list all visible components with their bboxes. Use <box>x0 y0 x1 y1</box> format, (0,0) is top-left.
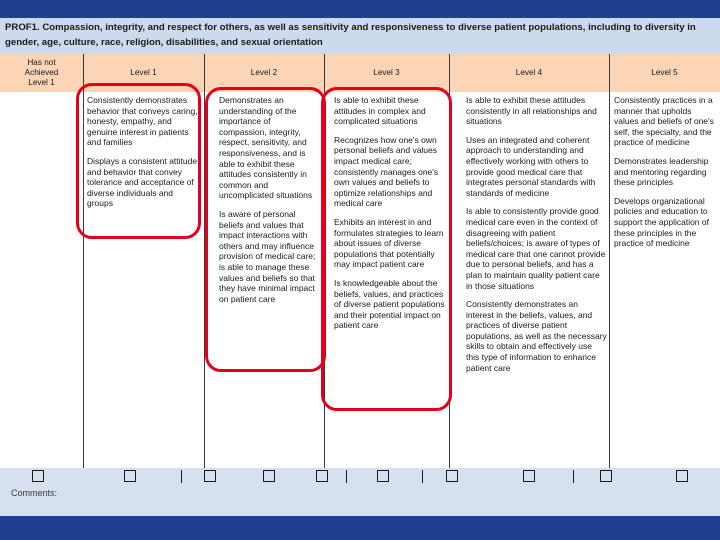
milestone-item: Is aware of personal beliefs and values that impact interactions with others and may influence provision of medical care; is able to manage these values and beliefs so that they have minimal impact on patient care <box>219 208 316 304</box>
milestone-item: Consistently demonstrates behavior that conveys caring, honesty, empathy, and genuine interest in patients and families <box>87 95 198 148</box>
rating-checkbox[interactable] <box>316 470 328 482</box>
milestone-item: Is knowledgeable about the beliefs, values, and practices of diverse patient populations and their potential impact on patient care <box>334 277 445 331</box>
header-not-achieved: Has not Achieved Level 1 <box>24 58 59 87</box>
competency-title: PROF1. Compassion, integrity, and respect for others, as well as sensitivity and responsiveness to diverse patient populations, including to diversity in gender, age, culture, race, religion, disabilities, and sexual orientation <box>5 22 696 48</box>
header-level-3: Level 3 <box>373 68 400 77</box>
rating-checkbox[interactable] <box>377 470 389 482</box>
bottom-brand-bar <box>0 516 720 540</box>
milestone-item: Displays a consistent attitude and behavior that convey tolerance and acceptance of diverse individuals and groups <box>87 155 198 209</box>
milestone-item: Consistently practices in a manner that upholds values and beliefs of one's self, the specialty, and the practice of medicine <box>614 95 714 148</box>
rating-band <box>0 468 720 516</box>
rating-checkbox[interactable] <box>124 470 136 482</box>
milestone-item: Uses an integrated and coherent approach to understanding and effectively working with others to provide good medical care that integrates personal standards with standards of medicine <box>466 134 596 198</box>
rating-checkbox[interactable] <box>263 470 275 482</box>
milestone-item: Exhibits an interest in and formulates strategies to learn about issues of diverse populations that potentially may impact patient care <box>334 216 444 270</box>
comments-label: Comments: <box>11 488 58 498</box>
milestone-item: Demonstrates an understanding of the importance of compassion, integrity, respect, sensitivity, and responsiveness, and is able to exhibit these attitudes consistently in common and uncomplicated situations <box>219 95 313 201</box>
header-level-1: Level 1 <box>130 68 157 77</box>
milestone-item: Is able to consistently provide good medical care even in the context of disagreeing with patient beliefs/choices; is aware of types of medical care that one cannot provide due to personal beliefs, and has a plan to maintain quality patient care in those situations <box>466 206 606 291</box>
level-5-milestones <box>614 95 717 257</box>
header-level-2: Level 2 <box>250 68 278 77</box>
rating-checkbox[interactable] <box>32 470 44 482</box>
highlight-oval-level-1 <box>76 83 201 239</box>
rating-checkbox[interactable] <box>676 470 688 482</box>
rating-checkbox[interactable] <box>600 470 612 482</box>
highlight-oval-level-3 <box>321 87 452 411</box>
milestone-item: Recognizes how one's own personal beliefs and values impact medical care; consistently manages one's own values and beliefs to optimize relationships and medical care <box>334 134 439 209</box>
header-level-4: Level 4 <box>515 68 543 77</box>
rating-tick <box>181 470 182 483</box>
rating-tick <box>573 470 574 483</box>
header-level-5: Level 5 <box>651 68 678 77</box>
top-brand-bar <box>0 0 720 18</box>
milestone-item: Is able to exhibit these attitudes consistently in all relationships and situations <box>466 95 597 127</box>
rating-checkbox[interactable] <box>446 470 458 482</box>
milestone-item: Consistently demonstrates an interest in the beliefs, values, and practices of diverse patient populations, as well as the necessary skills to obtain and effectively use this type of information to enhance patient care <box>466 299 607 373</box>
rating-tick <box>422 470 423 483</box>
milestone-item: Demonstrates leadership and mentoring regarding these principles <box>614 155 709 188</box>
milestone-item: Is able to exhibit these attitudes in complex and complicated situations <box>334 95 426 127</box>
rating-tick <box>346 470 347 483</box>
competency-header <box>0 18 720 55</box>
rating-checkbox[interactable] <box>204 470 216 482</box>
rating-checkbox[interactable] <box>523 470 535 482</box>
level-4-milestones <box>466 95 607 381</box>
highlight-oval-level-2 <box>205 87 326 372</box>
column-divider <box>609 54 610 468</box>
milestone-item: Develops organizational policies and education to support the application of these principles in the practice of medicine <box>614 195 709 249</box>
